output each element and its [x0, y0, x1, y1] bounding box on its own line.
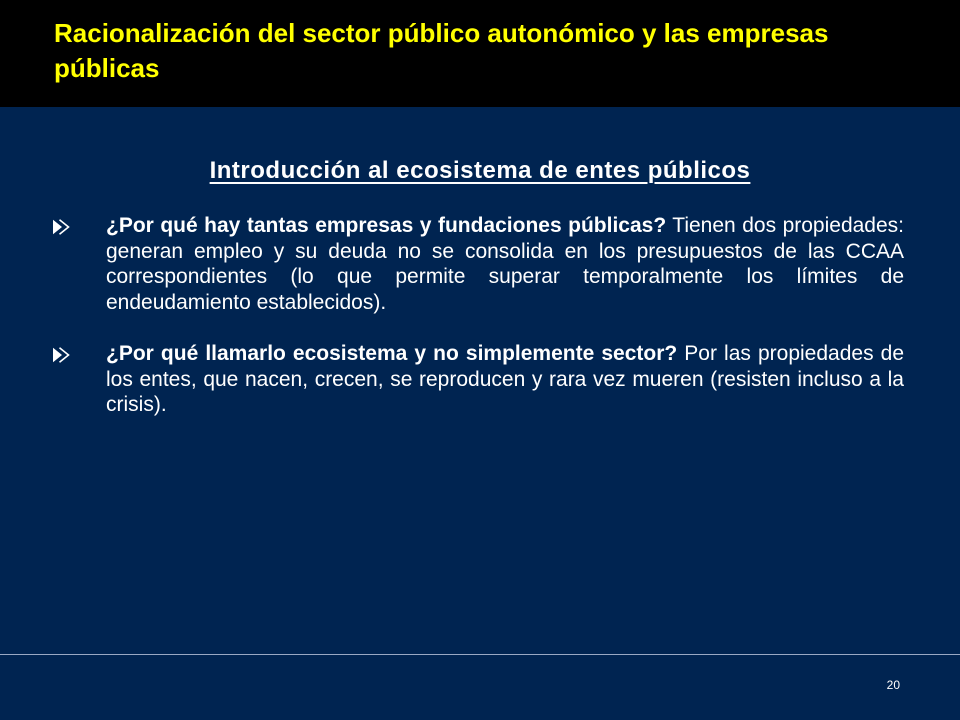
bullet-list [0, 213, 960, 418]
slide-subtitle [0, 155, 960, 187]
footer-divider [0, 654, 960, 655]
subtitle-text: Introducción al ecosistema de entes públicos [209, 157, 751, 184]
bullet-item-2 [106, 341, 904, 418]
bullet-text: Por las propiedades de los entes, que nacen, crecen, se reproducen y rara vez mueren (resisten incluso a la crisis). [106, 342, 904, 416]
bullet-question: ¿Por qué llamarlo ecosistema y no simplemente sector? [106, 342, 678, 365]
bullet-question: ¿Por qué hay tantas empresas y fundaciones públicas? [106, 214, 667, 237]
title-bar [0, 0, 960, 107]
arrow-bullet-icon [52, 219, 70, 235]
page-number: 20 [886, 678, 900, 692]
slide-title: Racionalización del sector público autonómico y las empresas públicas [54, 18, 829, 83]
bullet-text: Tienen dos propiedades: generan empleo y su deuda no se consolida en los presupuestos de las CCAA correspondientes (lo que permite superar temporalmente los límites de endeudamiento establecidos). [106, 214, 904, 314]
bullet-item-1 [106, 213, 904, 315]
arrow-bullet-icon [52, 347, 70, 363]
